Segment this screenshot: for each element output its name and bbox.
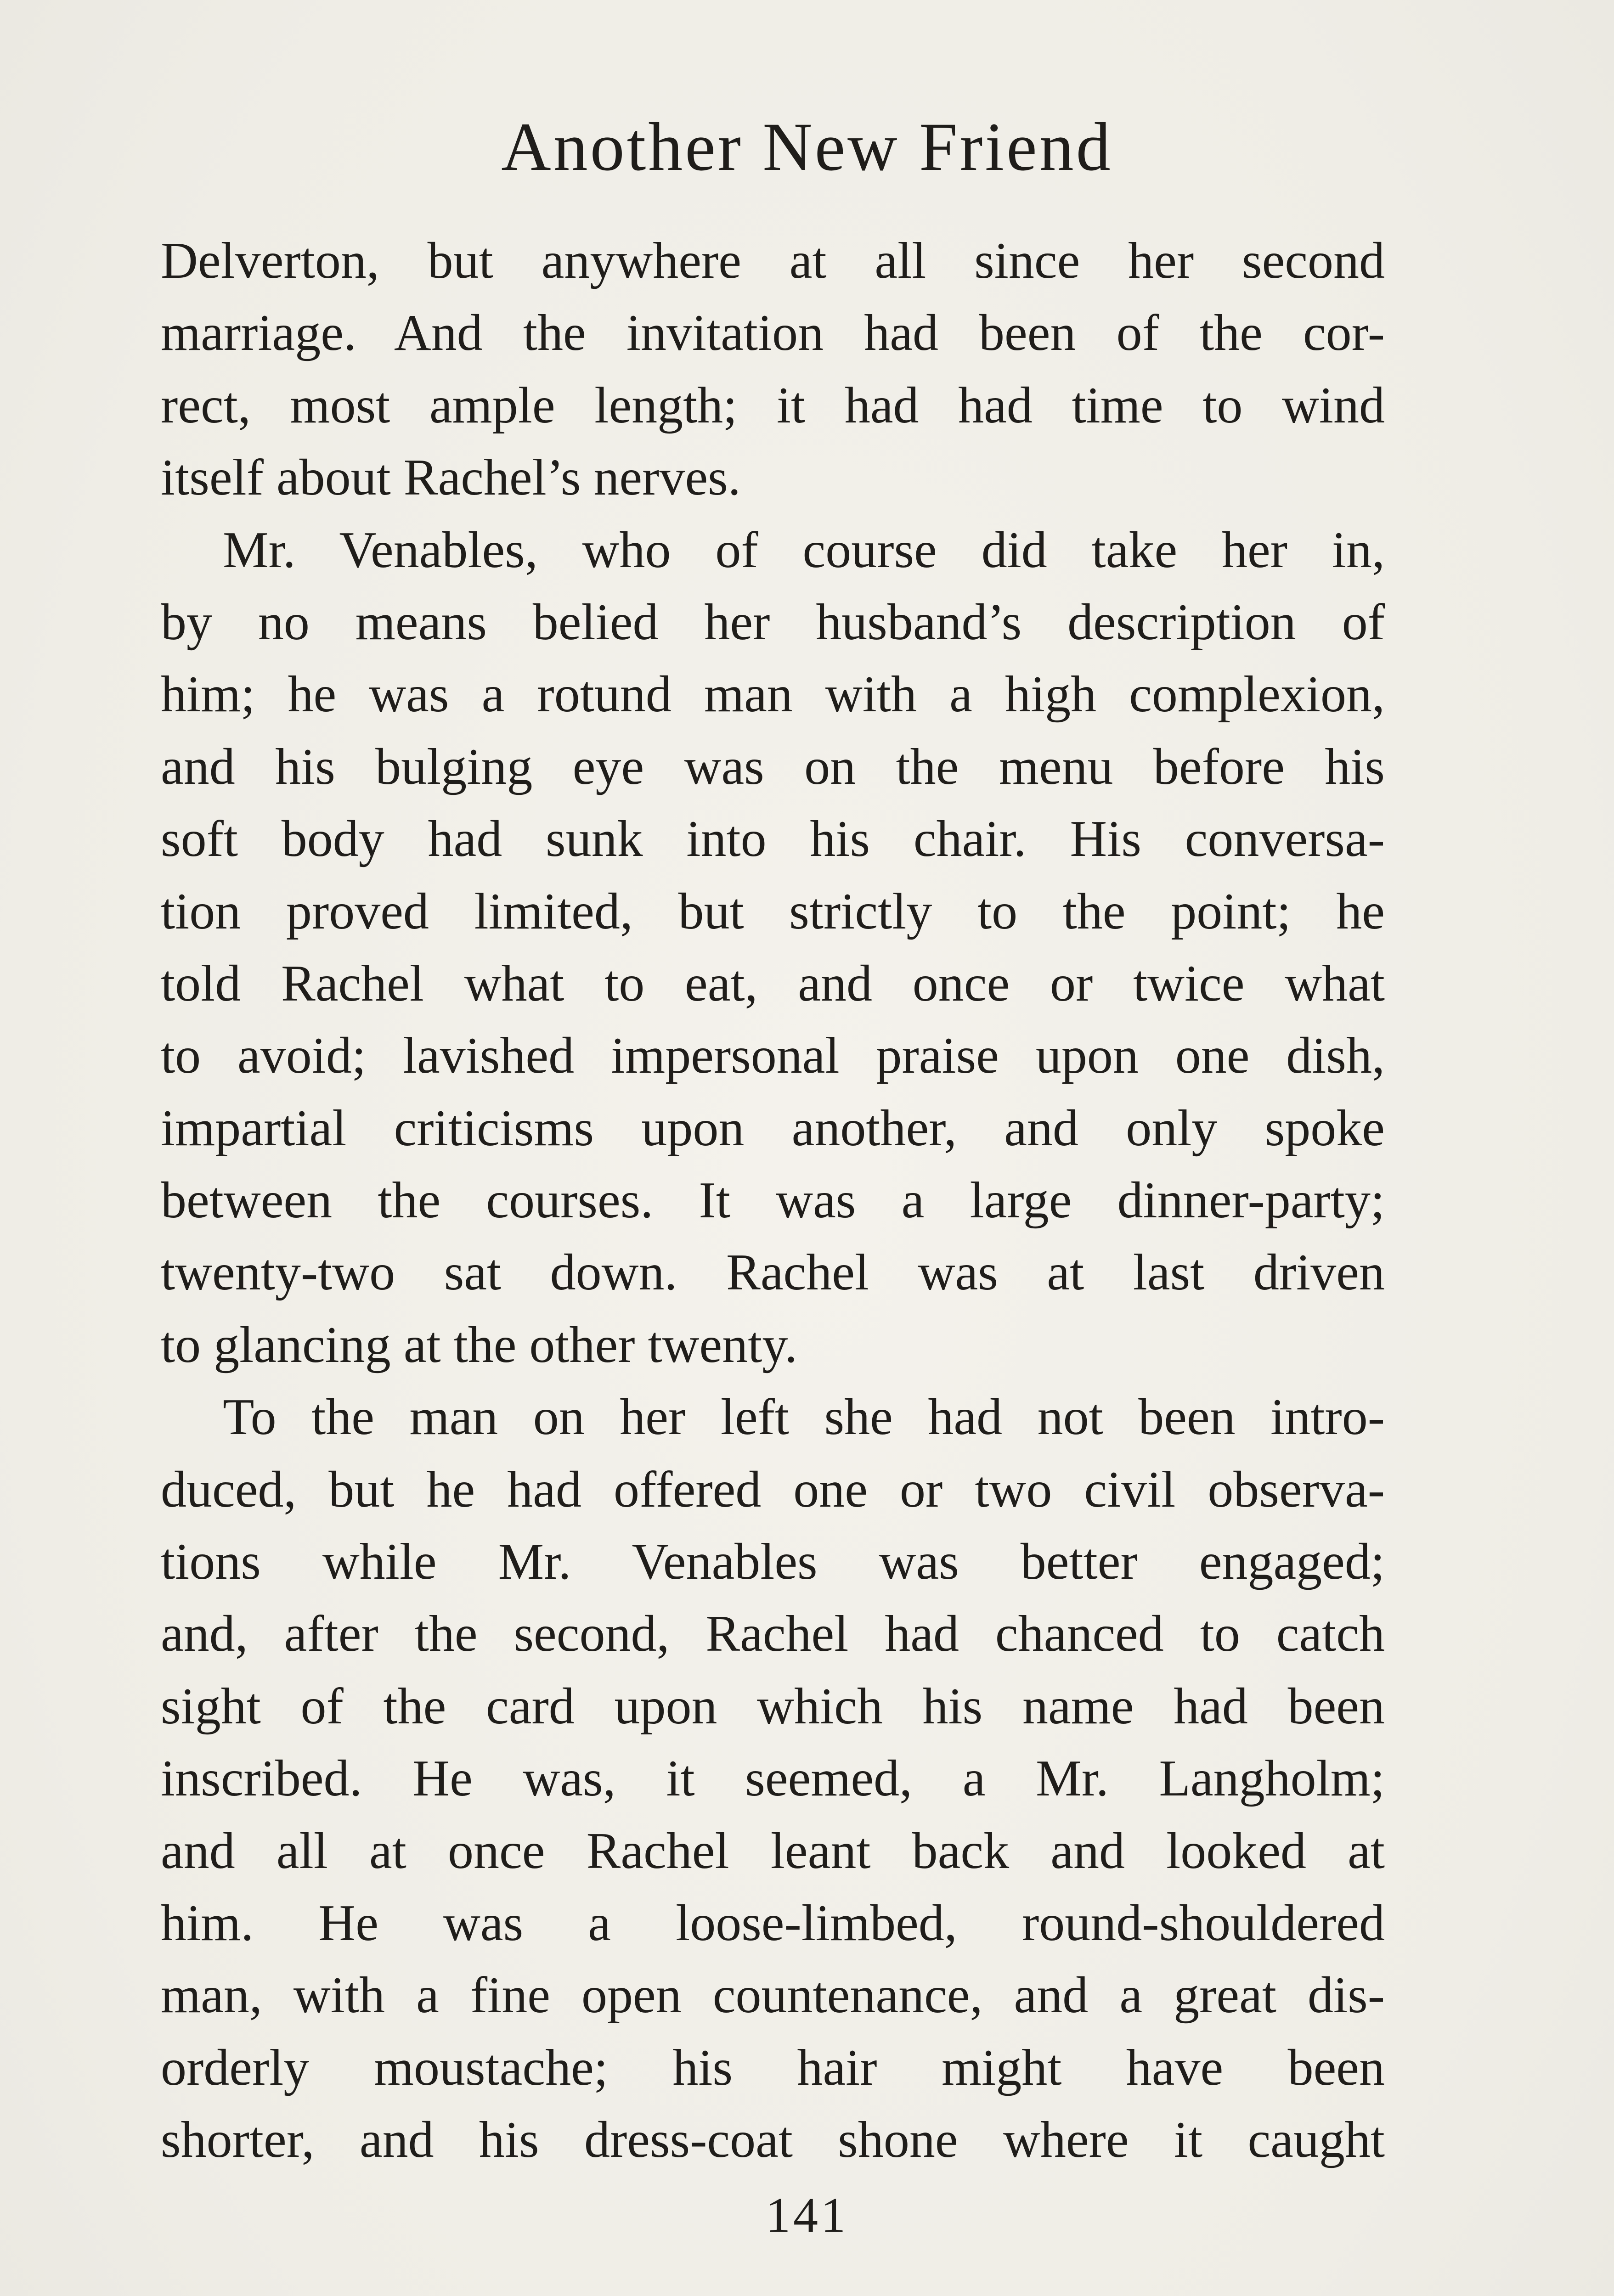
body-text <box>161 225 1385 2177</box>
text-line: Delverton, but anywhere at all since her second <box>161 232 1385 289</box>
text-line: tion proved limited, but strictly to the point; he <box>161 883 1385 940</box>
text-line: him. He was a loose-limbed, round-shouldered <box>161 1894 1385 1952</box>
text-line: duced, but he had offered one or two civil observa- <box>161 1461 1385 1518</box>
text-line: orderly moustache; his hair might have been <box>161 2039 1385 2096</box>
text-line: To the man on her left she had not been intro- <box>223 1389 1385 1446</box>
text-line: rect, most ample length; it had had time to wind <box>161 377 1385 434</box>
text-line: twenty-two sat down. Rachel was at last driven <box>161 1244 1385 1301</box>
text-line: impartial criticisms upon another, and only spoke <box>161 1099 1385 1157</box>
running-head: Another New Friend <box>501 109 1113 185</box>
text-line: to avoid; lavished impersonal praise upon one dish, <box>161 1027 1385 1085</box>
page-number: 141 <box>766 2188 848 2243</box>
text-line: man, with a fine open countenance, and a great dis- <box>161 1967 1385 2024</box>
text-line: sight of the card upon which his name had been <box>161 1677 1385 1735</box>
text-line: and all at once Rachel leant back and looked at <box>161 1822 1385 1880</box>
text-line: to glancing at the other twenty. <box>161 1316 798 1373</box>
text-line: Mr. Venables, who of course did take her in, <box>223 521 1385 579</box>
text-line: itself about Rachel’s nerves. <box>161 449 741 506</box>
text-line: and, after the second, Rachel had chanced to catch <box>161 1605 1385 1663</box>
text-line: soft body had sunk into his chair. His conversa- <box>161 810 1385 868</box>
text-line: tions while Mr. Venables was better engaged; <box>161 1533 1385 1591</box>
text-line: him; he was a rotund man with a high complexion, <box>161 666 1385 723</box>
text-line: and his bulging eye was on the menu before his <box>161 738 1385 795</box>
text-line: marriage. And the invitation had been of the cor- <box>161 304 1385 362</box>
text-line: inscribed. He was, it seemed, a Mr. Langholm; <box>161 1750 1385 1807</box>
text-line: between the courses. It was a large dinner-party; <box>161 1172 1385 1229</box>
text-line: by no means belied her husband’s description of <box>161 593 1385 651</box>
text-line: shorter, and his dress-coat shone where it caught <box>161 2111 1385 2169</box>
text-line: told Rachel what to eat, and once or twice what <box>161 955 1385 1012</box>
